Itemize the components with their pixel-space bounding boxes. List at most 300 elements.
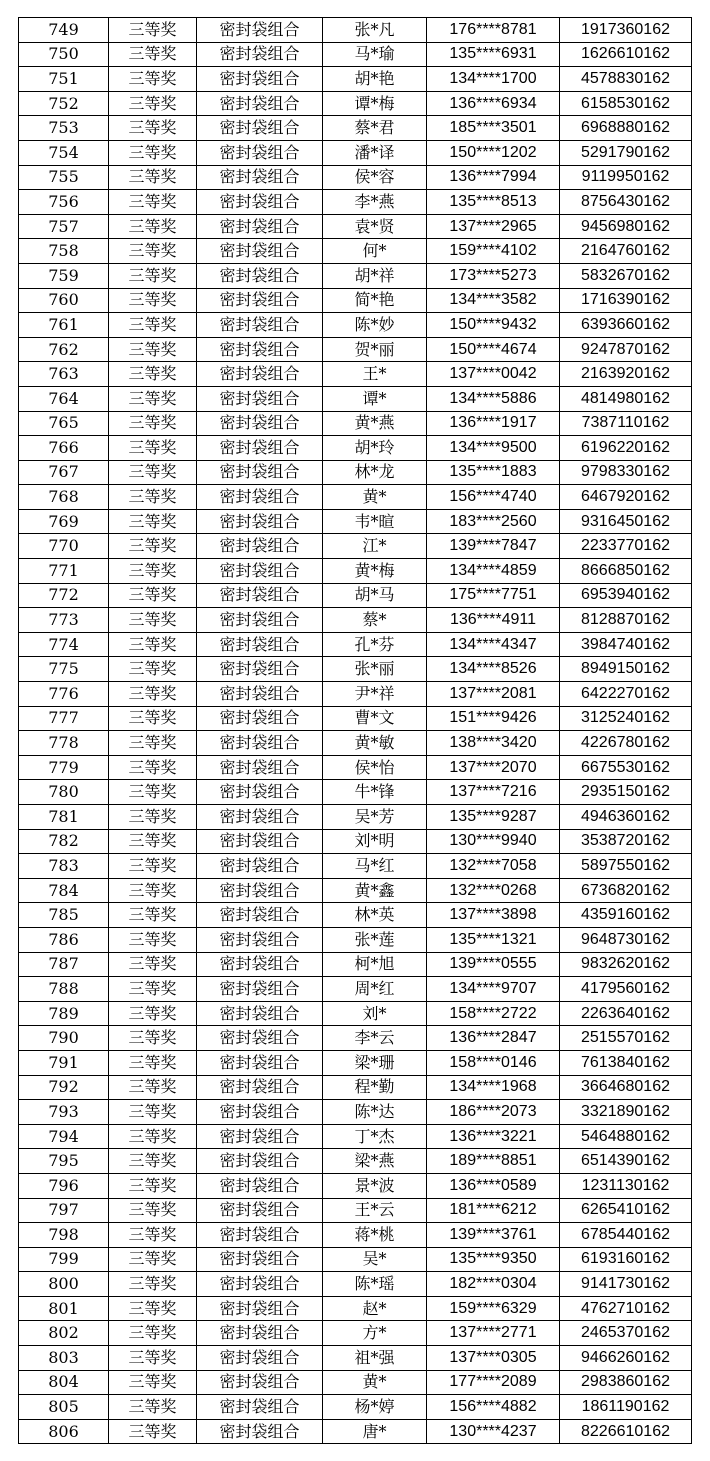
table-row — [19, 1124, 692, 1149]
winner-name-cell: 梁*珊 — [323, 1050, 427, 1075]
table-row — [19, 1321, 692, 1346]
winner-name-cell: 黄* — [323, 485, 427, 510]
table-row — [19, 140, 692, 165]
order-code-cell: 6968880162 — [560, 116, 692, 141]
prize-level-cell: 三等奖 — [109, 805, 197, 830]
row-number-cell: 795 — [19, 1149, 109, 1174]
order-code-cell: 5832670162 — [560, 263, 692, 288]
prize-level-cell: 三等奖 — [109, 116, 197, 141]
winner-name-cell: 马*红 — [323, 854, 427, 879]
order-code-cell: 8666850162 — [560, 559, 692, 584]
prize-level-cell: 三等奖 — [109, 485, 197, 510]
order-code-cell: 4179560162 — [560, 977, 692, 1002]
prize-item-cell: 密封袋组合 — [197, 780, 323, 805]
row-number-cell: 752 — [19, 91, 109, 116]
table-row — [19, 903, 692, 928]
winner-name-cell: 景*波 — [323, 1173, 427, 1198]
order-code-cell: 6736820162 — [560, 878, 692, 903]
winner-name-cell: 曹*文 — [323, 706, 427, 731]
table-row — [19, 1050, 692, 1075]
prize-level-cell: 三等奖 — [109, 18, 197, 43]
prize-level-cell: 三等奖 — [109, 608, 197, 633]
prize-level-cell: 三等奖 — [109, 1272, 197, 1297]
prize-item-cell: 密封袋组合 — [197, 18, 323, 43]
order-code-cell: 1231130162 — [560, 1173, 692, 1198]
table-row — [19, 1001, 692, 1026]
order-code-cell: 5291790162 — [560, 140, 692, 165]
phone-number-cell: 136****3221 — [427, 1124, 560, 1149]
prize-item-cell: 密封袋组合 — [197, 165, 323, 190]
prize-item-cell: 密封袋组合 — [197, 1149, 323, 1174]
prize-level-cell: 三等奖 — [109, 263, 197, 288]
phone-number-cell: 175****7751 — [427, 583, 560, 608]
row-number-cell: 757 — [19, 214, 109, 239]
row-number-cell: 801 — [19, 1296, 109, 1321]
winner-name-cell: 马*瑜 — [323, 42, 427, 67]
row-number-cell: 764 — [19, 386, 109, 411]
row-number-cell: 749 — [19, 18, 109, 43]
row-number-cell: 765 — [19, 411, 109, 436]
phone-number-cell: 139****7847 — [427, 534, 560, 559]
prize-level-cell: 三等奖 — [109, 313, 197, 338]
phone-number-cell: 134****8526 — [427, 657, 560, 682]
table-row — [19, 1395, 692, 1420]
order-code-cell: 1917360162 — [560, 18, 692, 43]
table-row — [19, 67, 692, 92]
phone-number-cell: 136****4911 — [427, 608, 560, 633]
winner-name-cell: 韦*暄 — [323, 509, 427, 534]
order-code-cell: 1861190162 — [560, 1395, 692, 1420]
order-code-cell: 1626610162 — [560, 42, 692, 67]
phone-number-cell: 130****4237 — [427, 1419, 560, 1444]
winner-name-cell: 侯*容 — [323, 165, 427, 190]
row-number-cell: 804 — [19, 1370, 109, 1395]
prize-level-cell: 三等奖 — [109, 1395, 197, 1420]
order-code-cell: 3125240162 — [560, 706, 692, 731]
row-number-cell: 798 — [19, 1223, 109, 1248]
prize-level-cell: 三等奖 — [109, 165, 197, 190]
table-row — [19, 1346, 692, 1371]
phone-number-cell: 177****2089 — [427, 1370, 560, 1395]
winner-name-cell: 张*莲 — [323, 927, 427, 952]
phone-number-cell: 159****6329 — [427, 1296, 560, 1321]
winner-name-cell: 刘*明 — [323, 829, 427, 854]
prize-item-cell: 密封袋组合 — [197, 1272, 323, 1297]
prize-level-cell: 三等奖 — [109, 1124, 197, 1149]
prize-level-cell: 三等奖 — [109, 1321, 197, 1346]
table-row — [19, 829, 692, 854]
prize-level-cell: 三等奖 — [109, 780, 197, 805]
winner-name-cell: 贺*丽 — [323, 337, 427, 362]
winner-name-cell: 刘* — [323, 1001, 427, 1026]
table-row — [19, 1272, 692, 1297]
row-number-cell: 773 — [19, 608, 109, 633]
phone-number-cell: 150****1202 — [427, 140, 560, 165]
prize-item-cell: 密封袋组合 — [197, 214, 323, 239]
winner-name-cell: 吴*芳 — [323, 805, 427, 830]
row-number-cell: 780 — [19, 780, 109, 805]
prize-level-cell: 三等奖 — [109, 952, 197, 977]
phone-number-cell: 132****7058 — [427, 854, 560, 879]
phone-number-cell: 137****0042 — [427, 362, 560, 387]
row-number-cell: 750 — [19, 42, 109, 67]
row-number-cell: 789 — [19, 1001, 109, 1026]
order-code-cell: 7613840162 — [560, 1050, 692, 1075]
prize-item-cell: 密封袋组合 — [197, 1395, 323, 1420]
prize-item-cell: 密封袋组合 — [197, 362, 323, 387]
row-number-cell: 802 — [19, 1321, 109, 1346]
table-row — [19, 1247, 692, 1272]
winner-name-cell: 陈*妙 — [323, 313, 427, 338]
order-code-cell: 6193160162 — [560, 1247, 692, 1272]
prize-item-cell: 密封袋组合 — [197, 1247, 323, 1272]
prize-item-cell: 密封袋组合 — [197, 903, 323, 928]
phone-number-cell: 139****0555 — [427, 952, 560, 977]
row-number-cell: 790 — [19, 1026, 109, 1051]
phone-number-cell: 156****4740 — [427, 485, 560, 510]
prize-level-cell: 三等奖 — [109, 1247, 197, 1272]
table-row — [19, 805, 692, 830]
table-row — [19, 1173, 692, 1198]
order-code-cell: 6265410162 — [560, 1198, 692, 1223]
phone-number-cell: 182****0304 — [427, 1272, 560, 1297]
winner-name-cell: 谭* — [323, 386, 427, 411]
winner-name-cell: 唐* — [323, 1419, 427, 1444]
phone-number-cell: 134****9500 — [427, 436, 560, 461]
phone-number-cell: 136****0589 — [427, 1173, 560, 1198]
prize-item-cell: 密封袋组合 — [197, 190, 323, 215]
row-number-cell: 774 — [19, 632, 109, 657]
order-code-cell: 5897550162 — [560, 854, 692, 879]
order-code-cell: 9798330162 — [560, 460, 692, 485]
phone-number-cell: 134****4347 — [427, 632, 560, 657]
phone-number-cell: 186****2073 — [427, 1100, 560, 1125]
winner-name-cell: 胡*艳 — [323, 67, 427, 92]
row-number-cell: 783 — [19, 854, 109, 879]
prize-level-cell: 三等奖 — [109, 706, 197, 731]
row-number-cell: 759 — [19, 263, 109, 288]
order-code-cell: 6467920162 — [560, 485, 692, 510]
table-row — [19, 18, 692, 43]
order-code-cell: 9456980162 — [560, 214, 692, 239]
order-code-cell: 9141730162 — [560, 1272, 692, 1297]
winner-name-cell: 胡*玲 — [323, 436, 427, 461]
winner-name-cell: 侯*怡 — [323, 755, 427, 780]
phone-number-cell: 137****7216 — [427, 780, 560, 805]
prize-level-cell: 三等奖 — [109, 854, 197, 879]
prize-item-cell: 密封袋组合 — [197, 140, 323, 165]
table-row — [19, 608, 692, 633]
order-code-cell: 9466260162 — [560, 1346, 692, 1371]
winner-name-cell: 牛*锋 — [323, 780, 427, 805]
phone-number-cell: 134****5886 — [427, 386, 560, 411]
prize-level-cell: 三等奖 — [109, 1001, 197, 1026]
phone-number-cell: 136****7994 — [427, 165, 560, 190]
prize-level-cell: 三等奖 — [109, 509, 197, 534]
phone-number-cell: 183****2560 — [427, 509, 560, 534]
prize-item-cell: 密封袋组合 — [197, 1026, 323, 1051]
row-number-cell: 770 — [19, 534, 109, 559]
winner-name-cell: 周*红 — [323, 977, 427, 1002]
prize-item-cell: 密封袋组合 — [197, 608, 323, 633]
prize-item-cell: 密封袋组合 — [197, 313, 323, 338]
table-row — [19, 436, 692, 461]
order-code-cell: 6785440162 — [560, 1223, 692, 1248]
table-row — [19, 1419, 692, 1444]
prize-item-cell: 密封袋组合 — [197, 755, 323, 780]
table-row — [19, 116, 692, 141]
prize-level-cell: 三等奖 — [109, 239, 197, 264]
row-number-cell: 788 — [19, 977, 109, 1002]
prize-item-cell: 密封袋组合 — [197, 411, 323, 436]
prize-level-cell: 三等奖 — [109, 386, 197, 411]
table-row — [19, 1100, 692, 1125]
phone-number-cell: 135****1321 — [427, 927, 560, 952]
phone-number-cell: 137****3898 — [427, 903, 560, 928]
order-code-cell: 9648730162 — [560, 927, 692, 952]
prize-item-cell: 密封袋组合 — [197, 559, 323, 584]
prize-level-cell: 三等奖 — [109, 903, 197, 928]
prize-item-cell: 密封袋组合 — [197, 263, 323, 288]
prize-item-cell: 密封袋组合 — [197, 1370, 323, 1395]
winner-name-cell: 简*艳 — [323, 288, 427, 313]
phone-number-cell: 158****2722 — [427, 1001, 560, 1026]
winners-table — [18, 17, 692, 1444]
order-code-cell: 6953940162 — [560, 583, 692, 608]
prize-item-cell: 密封袋组合 — [197, 657, 323, 682]
winner-name-cell: 赵* — [323, 1296, 427, 1321]
order-code-cell: 9316450162 — [560, 509, 692, 534]
order-code-cell: 2465370162 — [560, 1321, 692, 1346]
prize-item-cell: 密封袋组合 — [197, 682, 323, 707]
phone-number-cell: 135****9350 — [427, 1247, 560, 1272]
phone-number-cell: 132****0268 — [427, 878, 560, 903]
table-row — [19, 263, 692, 288]
order-code-cell: 4578830162 — [560, 67, 692, 92]
table-row — [19, 1075, 692, 1100]
order-code-cell: 2163920162 — [560, 362, 692, 387]
prize-level-cell: 三等奖 — [109, 977, 197, 1002]
order-code-cell: 1716390162 — [560, 288, 692, 313]
row-number-cell: 768 — [19, 485, 109, 510]
row-number-cell: 762 — [19, 337, 109, 362]
prize-item-cell: 密封袋组合 — [197, 1124, 323, 1149]
winner-name-cell: 胡*祥 — [323, 263, 427, 288]
winner-name-cell: 李*云 — [323, 1026, 427, 1051]
winner-name-cell: 谭*梅 — [323, 91, 427, 116]
prize-item-cell: 密封袋组合 — [197, 1001, 323, 1026]
order-code-cell: 2164760162 — [560, 239, 692, 264]
row-number-cell: 784 — [19, 878, 109, 903]
prize-level-cell: 三等奖 — [109, 436, 197, 461]
table-row — [19, 509, 692, 534]
order-code-cell: 8756430162 — [560, 190, 692, 215]
prize-level-cell: 三等奖 — [109, 583, 197, 608]
prize-item-cell: 密封袋组合 — [197, 1173, 323, 1198]
prize-level-cell: 三等奖 — [109, 559, 197, 584]
row-number-cell: 766 — [19, 436, 109, 461]
table-row — [19, 411, 692, 436]
winner-name-cell: 尹*祥 — [323, 682, 427, 707]
table-row — [19, 386, 692, 411]
winner-name-cell: 李*燕 — [323, 190, 427, 215]
prize-item-cell: 密封袋组合 — [197, 952, 323, 977]
prize-level-cell: 三等奖 — [109, 411, 197, 436]
order-code-cell: 4946360162 — [560, 805, 692, 830]
order-code-cell: 8949150162 — [560, 657, 692, 682]
order-code-cell: 4359160162 — [560, 903, 692, 928]
prize-level-cell: 三等奖 — [109, 1026, 197, 1051]
order-code-cell: 6196220162 — [560, 436, 692, 461]
order-code-cell: 8226610162 — [560, 1419, 692, 1444]
table-row — [19, 485, 692, 510]
prize-item-cell: 密封袋组合 — [197, 1050, 323, 1075]
prize-level-cell: 三等奖 — [109, 362, 197, 387]
order-code-cell: 4226780162 — [560, 731, 692, 756]
order-code-cell: 9247870162 — [560, 337, 692, 362]
table-row — [19, 682, 692, 707]
prize-item-cell: 密封袋组合 — [197, 116, 323, 141]
row-number-cell: 772 — [19, 583, 109, 608]
phone-number-cell: 135****9287 — [427, 805, 560, 830]
prize-level-cell: 三等奖 — [109, 460, 197, 485]
table-row — [19, 1198, 692, 1223]
table-row — [19, 1296, 692, 1321]
phone-number-cell: 181****6212 — [427, 1198, 560, 1223]
row-number-cell: 755 — [19, 165, 109, 190]
phone-number-cell: 150****9432 — [427, 313, 560, 338]
prize-item-cell: 密封袋组合 — [197, 731, 323, 756]
table-row — [19, 337, 692, 362]
prize-level-cell: 三等奖 — [109, 1370, 197, 1395]
prize-level-cell: 三等奖 — [109, 534, 197, 559]
phone-number-cell: 185****3501 — [427, 116, 560, 141]
phone-number-cell: 158****0146 — [427, 1050, 560, 1075]
prize-item-cell: 密封袋组合 — [197, 288, 323, 313]
prize-level-cell: 三等奖 — [109, 878, 197, 903]
phone-number-cell: 159****4102 — [427, 239, 560, 264]
prize-level-cell: 三等奖 — [109, 632, 197, 657]
winner-name-cell: 蒋*桃 — [323, 1223, 427, 1248]
row-number-cell: 792 — [19, 1075, 109, 1100]
phone-number-cell: 173****5273 — [427, 263, 560, 288]
prize-item-cell: 密封袋组合 — [197, 1223, 323, 1248]
order-code-cell: 6422270162 — [560, 682, 692, 707]
row-number-cell: 758 — [19, 239, 109, 264]
winner-name-cell: 方* — [323, 1321, 427, 1346]
row-number-cell: 797 — [19, 1198, 109, 1223]
order-code-cell: 2263640162 — [560, 1001, 692, 1026]
order-code-cell: 6514390162 — [560, 1149, 692, 1174]
phone-number-cell: 135****8513 — [427, 190, 560, 215]
winner-name-cell: 黄*敏 — [323, 731, 427, 756]
prize-item-cell: 密封袋组合 — [197, 534, 323, 559]
order-code-cell: 9832620162 — [560, 952, 692, 977]
prize-level-cell: 三等奖 — [109, 288, 197, 313]
row-number-cell: 786 — [19, 927, 109, 952]
prize-item-cell: 密封袋组合 — [197, 91, 323, 116]
prize-item-cell: 密封袋组合 — [197, 337, 323, 362]
prize-level-cell: 三等奖 — [109, 190, 197, 215]
order-code-cell: 3984740162 — [560, 632, 692, 657]
order-code-cell: 8128870162 — [560, 608, 692, 633]
phone-number-cell: 134****1968 — [427, 1075, 560, 1100]
order-code-cell: 3538720162 — [560, 829, 692, 854]
phone-number-cell: 136****6934 — [427, 91, 560, 116]
prize-item-cell: 密封袋组合 — [197, 1346, 323, 1371]
row-number-cell: 787 — [19, 952, 109, 977]
order-code-cell: 3321890162 — [560, 1100, 692, 1125]
row-number-cell: 751 — [19, 67, 109, 92]
order-code-cell: 7387110162 — [560, 411, 692, 436]
winner-name-cell: 程*勤 — [323, 1075, 427, 1100]
prize-level-cell: 三等奖 — [109, 42, 197, 67]
winner-name-cell: 吴* — [323, 1247, 427, 1272]
winner-name-cell: 蔡* — [323, 608, 427, 633]
order-code-cell: 6675530162 — [560, 755, 692, 780]
table-row — [19, 583, 692, 608]
phone-number-cell: 137****2070 — [427, 755, 560, 780]
phone-number-cell: 134****3582 — [427, 288, 560, 313]
winner-name-cell: 黄* — [323, 1370, 427, 1395]
prize-level-cell: 三等奖 — [109, 1100, 197, 1125]
phone-number-cell: 136****1917 — [427, 411, 560, 436]
winner-name-cell: 袁*贤 — [323, 214, 427, 239]
prize-level-cell: 三等奖 — [109, 1075, 197, 1100]
row-number-cell: 763 — [19, 362, 109, 387]
winner-name-cell: 张*丽 — [323, 657, 427, 682]
row-number-cell: 775 — [19, 657, 109, 682]
table-row — [19, 1223, 692, 1248]
winner-name-cell: 潘*译 — [323, 140, 427, 165]
winner-name-cell: 林*英 — [323, 903, 427, 928]
table-row — [19, 632, 692, 657]
prize-level-cell: 三等奖 — [109, 140, 197, 165]
row-number-cell: 778 — [19, 731, 109, 756]
prize-item-cell: 密封袋组合 — [197, 878, 323, 903]
prize-item-cell: 密封袋组合 — [197, 1075, 323, 1100]
winner-name-cell: 陈*达 — [323, 1100, 427, 1125]
prize-item-cell: 密封袋组合 — [197, 977, 323, 1002]
prize-item-cell: 密封袋组合 — [197, 239, 323, 264]
prize-item-cell: 密封袋组合 — [197, 632, 323, 657]
table-row — [19, 878, 692, 903]
row-number-cell: 767 — [19, 460, 109, 485]
table-row — [19, 780, 692, 805]
table-row — [19, 42, 692, 67]
order-code-cell: 9119950162 — [560, 165, 692, 190]
table-row — [19, 190, 692, 215]
row-number-cell: 793 — [19, 1100, 109, 1125]
table-row — [19, 214, 692, 239]
row-number-cell: 805 — [19, 1395, 109, 1420]
table-row — [19, 854, 692, 879]
row-number-cell: 785 — [19, 903, 109, 928]
row-number-cell: 756 — [19, 190, 109, 215]
phone-number-cell: 137****2081 — [427, 682, 560, 707]
phone-number-cell: 138****3420 — [427, 731, 560, 756]
table-row — [19, 559, 692, 584]
winner-name-cell: 黄*鑫 — [323, 878, 427, 903]
table-row — [19, 91, 692, 116]
row-number-cell: 791 — [19, 1050, 109, 1075]
prize-item-cell: 密封袋组合 — [197, 485, 323, 510]
winner-name-cell: 黄*梅 — [323, 559, 427, 584]
prize-level-cell: 三等奖 — [109, 1050, 197, 1075]
row-number-cell: 799 — [19, 1247, 109, 1272]
prize-item-cell: 密封袋组合 — [197, 386, 323, 411]
row-number-cell: 794 — [19, 1124, 109, 1149]
